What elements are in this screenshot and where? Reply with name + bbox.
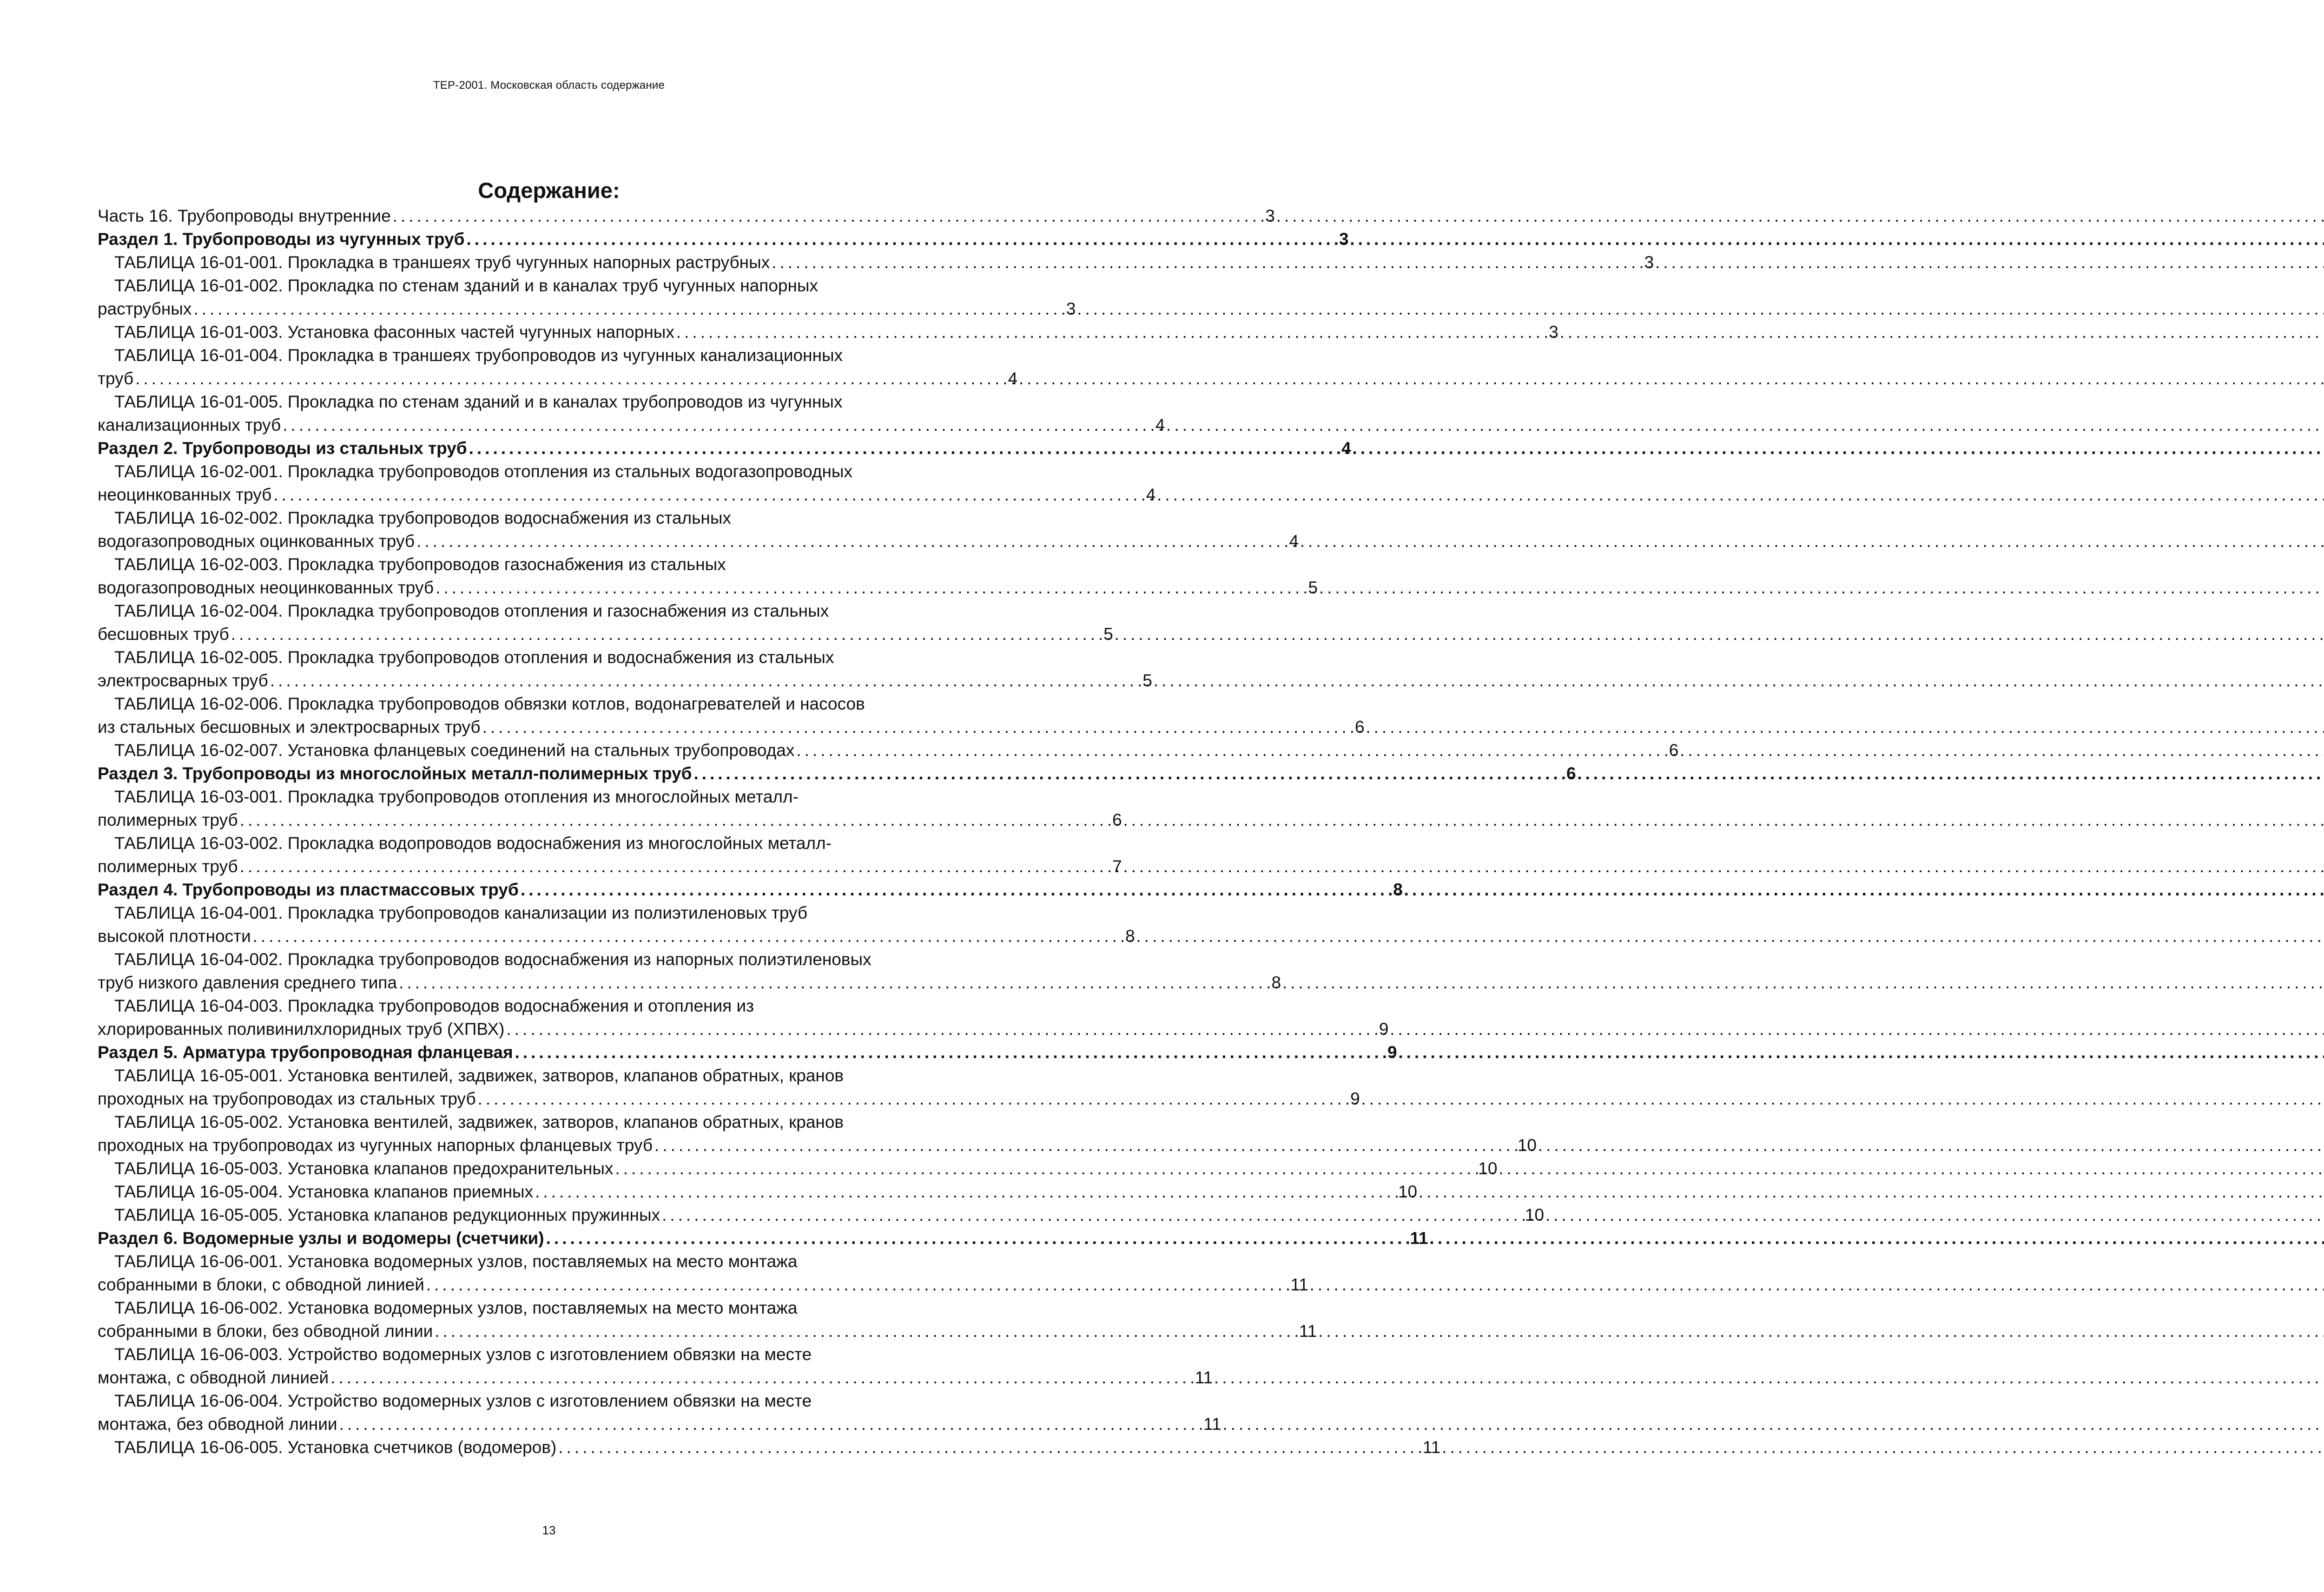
toc-entry-text: ТАБЛИЦА 16-04-001. Прокладка трубопроводов канализации из полиэтиленовых труб — [114, 903, 808, 922]
dot-leader — [270, 669, 1107, 692]
dot-leader — [515, 1041, 1352, 1064]
dot-leader — [506, 1018, 1343, 1041]
dot-leader — [240, 809, 1076, 832]
dot-leader — [240, 855, 1076, 878]
dot-leader — [253, 925, 1089, 948]
toc-entry-text: монтажа, без обводной линии — [98, 1414, 337, 1434]
dot-leader — [339, 1413, 1176, 1436]
toc-page-number: 11 — [1195, 1368, 1213, 1387]
toc-table-entry[interactable] — [98, 1343, 1213, 1389]
toc-page-number: 11 — [1290, 1275, 1308, 1294]
dot-leader — [416, 530, 1253, 553]
dot-leader — [283, 414, 1119, 437]
dot-leader — [436, 576, 1272, 599]
toc-table-entry[interactable] — [98, 599, 1113, 646]
dot-leader — [478, 1087, 1314, 1111]
toc-entry-text: монтажа, с обводной линией — [98, 1368, 329, 1387]
toc-table-entry[interactable] — [98, 460, 1156, 507]
toc-table-entry[interactable] — [98, 1204, 1545, 1227]
toc-entry-text: ТАБЛИЦА 16-06-005. Установка счетчиков (водомеров) — [114, 1438, 557, 1457]
toc-section-entry[interactable] — [98, 1041, 1397, 1064]
toc-page-number: 11 — [1299, 1322, 1317, 1341]
toc-entry-text: Раздел 6. Водомерные узлы и водомеры (счетчики) — [98, 1229, 544, 1248]
toc-page-number: 9 — [1350, 1089, 1360, 1108]
toc-page-number: 3 — [1066, 299, 1076, 318]
toc-entry-text: ТАБЛИЦА 16-01-003. Установка фасонных частей чугунных напорных — [114, 322, 674, 342]
toc-entry-text: ТАБЛИЦА 16-02-004. Прокладка трубопроводов отопления и газоснабжения из стальных — [114, 601, 829, 620]
dot-leader — [467, 228, 1303, 251]
toc-table-entry[interactable] — [98, 321, 1558, 344]
dot-leader — [546, 1227, 1383, 1250]
toc-entry-text: полимерных труб — [98, 810, 238, 829]
toc-entry-text: Раздел 1. Трубопроводы из чугунных труб — [98, 230, 465, 249]
toc-page-number: 6 — [1112, 810, 1122, 829]
dot-leader — [676, 321, 1513, 344]
dot-leader — [521, 878, 1357, 901]
dot-leader — [482, 716, 1319, 739]
toc-entry-text: ТАБЛИЦА 16-04-003. Прокладка трубопроводов водоснабжения и отопления из — [114, 996, 754, 1015]
toc-entry-text: водогазопроводных неоцинкованных труб — [98, 578, 434, 597]
toc-section-entry[interactable] — [98, 1227, 1428, 1250]
toc-entry-text: Раздел 3. Трубопроводы из многослойных металл-полимерных труб — [98, 764, 692, 783]
dot-leader — [796, 739, 1633, 762]
toc-table-entry[interactable] — [98, 646, 1152, 692]
toc-table-entry[interactable] — [98, 948, 1281, 994]
toc-table-entry[interactable] — [98, 1157, 1498, 1180]
toc-page-number: 11 — [1410, 1229, 1428, 1248]
toc-page-number: 9 — [1387, 1043, 1397, 1062]
toc-entry-text: полимерных труб — [98, 857, 238, 876]
toc-page-number: 6 — [1669, 741, 1679, 760]
dot-leader — [426, 1273, 1263, 1296]
toc-entry-text: Раздел 5. Арматура трубопроводная фланцевая — [98, 1043, 513, 1062]
toc-part-entry[interactable] — [98, 204, 1275, 228]
toc-entry-text: хлорированных поливинилхлоридных труб (ХПВХ) — [98, 1020, 505, 1039]
toc-entry-text: бесшовных труб — [98, 625, 229, 644]
toc-page-number: 3 — [1549, 322, 1558, 342]
toc-section-entry[interactable] — [98, 437, 1351, 460]
toc-table-entry[interactable] — [98, 785, 1122, 832]
toc-table-entry[interactable] — [98, 994, 1389, 1041]
toc-entry-text: водогазопроводных оцинкованных труб — [98, 532, 415, 551]
toc-page-number: 4 — [1341, 439, 1351, 458]
table-of-contents — [98, 204, 1679, 1459]
page-number: 13 — [542, 1523, 556, 1537]
dot-leader — [469, 437, 1306, 460]
toc-table-entry[interactable] — [98, 1064, 1360, 1111]
toc-entry-text: электросварных труб — [98, 671, 268, 690]
toc-table-entry[interactable] — [98, 1111, 1537, 1157]
toc-page-number: 4 — [1155, 415, 1165, 434]
toc-entry-text: собранными в блоки, без обводной линии — [98, 1322, 433, 1341]
toc-entry-text: проходных на трубопроводах из стальных труб — [98, 1089, 476, 1108]
toc-page-number: 10 — [1525, 1205, 1545, 1224]
toc-page-number: 8 — [1125, 927, 1135, 946]
toc-table-entry[interactable] — [98, 901, 1135, 948]
toc-entry-text: ТАБЛИЦА 16-01-004. Прокладка в траншеях трубопроводов из чугунных канализационных — [114, 346, 843, 365]
toc-entry-text: высокой плотности — [98, 927, 251, 946]
dot-leader — [231, 623, 1068, 646]
toc-entry-text: раструбных — [98, 299, 192, 318]
toc-page-number: 3 — [1339, 230, 1349, 249]
toc-entry-text: ТАБЛИЦА 16-02-002. Прокладка трубопроводов водоснабжения из стальных — [114, 508, 731, 527]
toc-entry-text: ТАБЛИЦА 16-02-001. Прокладка трубопроводов отопления из стальных водогазопроводных — [114, 462, 852, 481]
dot-leader — [330, 1366, 1167, 1389]
toc-entry-text: ТАБЛИЦА 16-05-001. Установка вентилей, задвижек, затворов, клапанов обратных, кранов — [114, 1066, 844, 1085]
toc-page-number: 3 — [1644, 253, 1654, 272]
toc-entry-text: ТАБЛИЦА 16-06-003. Устройство водомерных узлов с изготовлением обвязки на месте — [114, 1345, 812, 1364]
toc-entry-text: Раздел 4. Трубопроводы из пластмассовых труб — [98, 880, 519, 899]
toc-page-number: 11 — [1422, 1438, 1441, 1457]
toc-page-number: 10 — [1517, 1136, 1537, 1155]
toc-page-number: 8 — [1271, 973, 1281, 992]
dot-leader — [135, 367, 972, 390]
toc-section-entry[interactable] — [98, 762, 1576, 785]
toc-entry-text: ТАБЛИЦА 16-03-002. Прокладка водопроводов водоснабжения из многослойных металл- — [114, 834, 832, 853]
dot-leader — [399, 971, 1235, 994]
toc-table-entry[interactable] — [98, 390, 1165, 437]
toc-page-number: 6 — [1355, 717, 1365, 737]
toc-entry-text: ТАБЛИЦА 16-04-002. Прокладка трубопроводов водоснабжения из напорных полиэтиленовых — [114, 950, 872, 969]
toc-table-entry[interactable] — [98, 739, 1679, 762]
toc-table-entry[interactable] — [98, 1180, 1418, 1204]
toc-page-number: 5 — [1308, 578, 1318, 597]
dot-leader — [662, 1204, 1499, 1227]
toc-entry-text: ТАБЛИЦА 16-05-005. Установка клапанов редукционных пружинных — [114, 1205, 660, 1224]
page-title: Содержание: — [478, 178, 620, 203]
toc-entry-text: из стальных бесшовных и электросварных труб — [98, 717, 481, 737]
toc-section-entry[interactable] — [98, 228, 1349, 251]
toc-entry-text: ТАБЛИЦА 16-05-002. Установка вентилей, задвижек, затворов, клапанов обратных, кранов — [114, 1112, 844, 1132]
toc-entry-text: ТАБЛИЦА 16-06-002. Установка водомерных узлов, поставляемых на место монтажа — [114, 1298, 798, 1317]
toc-table-entry[interactable] — [98, 553, 1318, 599]
dot-leader — [694, 762, 1531, 785]
toc-entry-text: Часть 16. Трубопроводы внутренние — [98, 206, 391, 225]
toc-entry-text: ТАБЛИЦА 16-06-001. Установка водомерных узлов, поставляемых на место монтажа — [114, 1252, 798, 1271]
toc-page-number: 7 — [1112, 857, 1122, 876]
toc-page-number: 8 — [1393, 880, 1403, 899]
dot-leader — [558, 1436, 1395, 1459]
toc-entry-text: труб низкого давления среднего типа — [98, 973, 397, 992]
toc-entry-text: неоцинкованных труб — [98, 485, 272, 504]
toc-table-entry[interactable] — [98, 507, 1299, 553]
toc-entry-text: ТАБЛИЦА 16-03-001. Прокладка трубопроводов отопления из многослойных металл- — [114, 787, 799, 806]
toc-entry-text: ТАБЛИЦА 16-01-001. Прокладка в траншеях труб чугунных напорных раструбных — [114, 253, 770, 272]
dot-leader — [654, 1134, 1491, 1157]
toc-page-number: 6 — [1566, 764, 1576, 783]
toc-table-entry[interactable] — [98, 692, 1365, 739]
toc-page-number: 5 — [1142, 671, 1152, 690]
toc-entry-text: ТАБЛИЦА 16-05-004. Установка клапанов приемных — [114, 1182, 534, 1201]
toc-entry-text: ТАБЛИЦА 16-02-007. Установка фланцевых соединений на стальных трубопроводах — [114, 741, 795, 760]
toc-entry-text: ТАБЛИЦА 16-01-002. Прокладка по стенам зданий и в каналах труб чугунных напорных — [114, 276, 819, 295]
toc-table-entry[interactable] — [98, 344, 1018, 390]
toc-entry-text: Раздел 2. Трубопроводы из стальных труб — [98, 439, 467, 458]
toc-table-entry[interactable] — [98, 1436, 1441, 1459]
dot-leader — [535, 1180, 1372, 1204]
toc-entry-text: труб — [98, 369, 134, 388]
running-header: ТЕР-2001. Московская область содержание — [433, 79, 665, 92]
toc-table-entry[interactable] — [98, 274, 1076, 321]
toc-page-number: 5 — [1103, 625, 1113, 644]
toc-entry-text: ТАБЛИЦА 16-01-005. Прокладка по стенам зданий и в каналах трубопроводов из чугунных — [114, 392, 843, 411]
toc-table-entry[interactable] — [98, 1296, 1317, 1343]
dot-leader — [772, 251, 1608, 274]
toc-table-entry[interactable] — [98, 1389, 1221, 1436]
toc-page-number: 11 — [1203, 1414, 1221, 1434]
dot-leader — [435, 1320, 1271, 1343]
toc-page-number: 9 — [1379, 1020, 1389, 1039]
dot-leader — [615, 1157, 1452, 1180]
toc-entry-text: канализационных труб — [98, 415, 281, 434]
dot-leader — [193, 297, 1030, 321]
toc-page-number: 4 — [1289, 532, 1299, 551]
toc-page-number: 4 — [1146, 485, 1156, 504]
toc-entry-text: ТАБЛИЦА 16-02-006. Прокладка трубопроводов обвязки котлов, водонагревателей и насосов — [114, 694, 865, 713]
toc-entry-text: ТАБЛИЦА 16-02-005. Прокладка трубопроводов отопления и водоснабжения из стальных — [114, 648, 834, 667]
toc-page-number: 10 — [1478, 1159, 1498, 1178]
dot-leader — [273, 483, 1110, 507]
toc-entry-text: ТАБЛИЦА 16-02-003. Прокладка трубопроводов газоснабжения из стальных — [114, 555, 726, 574]
toc-entry-text: ТАБЛИЦА 16-05-003. Установка клапанов предохранительных — [114, 1159, 614, 1178]
dot-leader — [393, 204, 1229, 228]
toc-table-entry[interactable] — [98, 832, 1122, 878]
toc-section-entry[interactable] — [98, 878, 1403, 901]
toc-table-entry[interactable] — [98, 251, 1654, 274]
toc-entry-text: проходных на трубопроводах из чугунных напорных фланцевых труб — [98, 1136, 653, 1155]
toc-entry-text: собранными в блоки, с обводной линией — [98, 1275, 424, 1294]
toc-page-number: 4 — [1008, 369, 1018, 388]
toc-page-number: 3 — [1265, 206, 1275, 225]
toc-page-number: 10 — [1398, 1182, 1418, 1201]
toc-entry-text: ТАБЛИЦА 16-06-004. Устройство водомерных узлов с изготовлением обвязки на месте — [114, 1391, 812, 1410]
toc-table-entry[interactable] — [98, 1250, 1308, 1296]
